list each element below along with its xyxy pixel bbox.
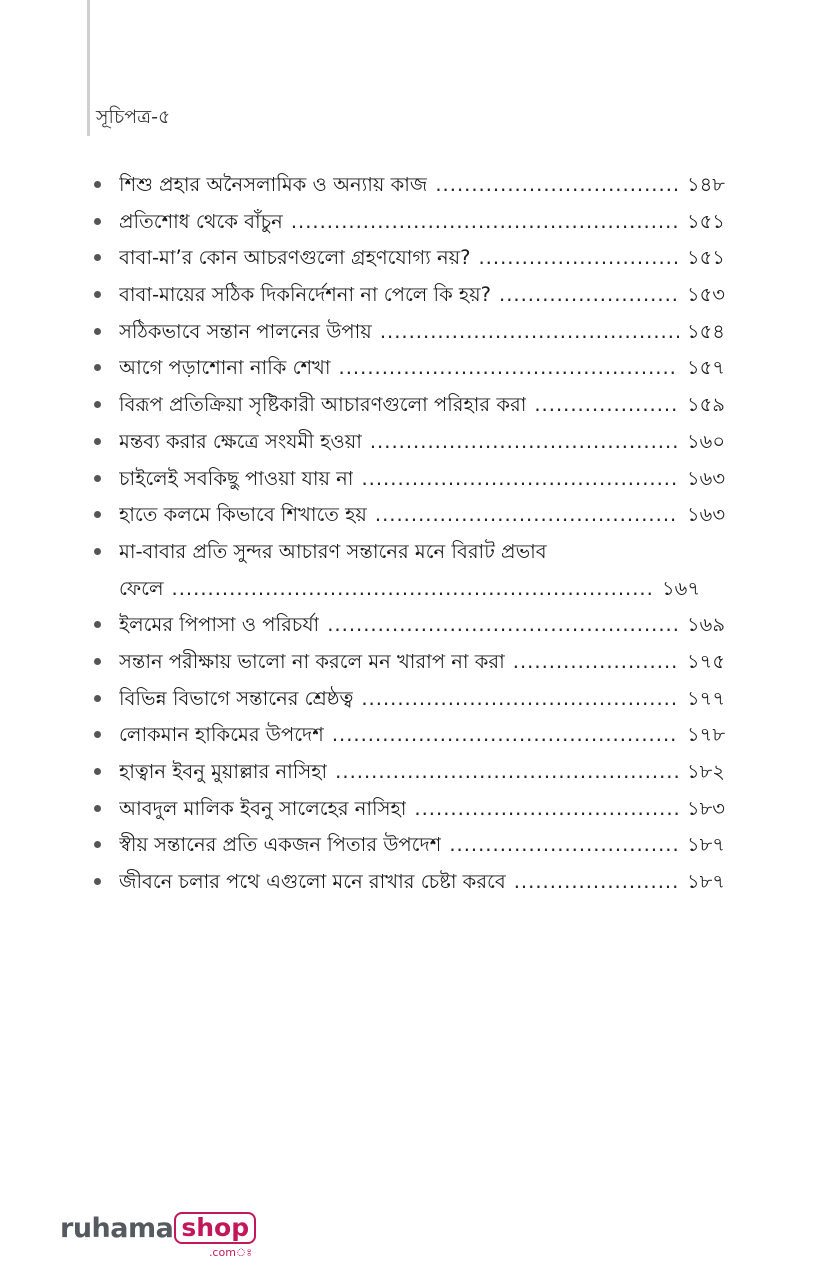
- bullet-icon: [94, 475, 101, 482]
- toc-entry[interactable]: [94, 350, 725, 387]
- toc-entry-page: ১৭৭: [687, 686, 726, 710]
- bullet-icon: [94, 695, 101, 702]
- toc-entry-title: চাইলেই সবকিছু পাওয়া যায় না: [119, 466, 354, 490]
- dot-leader: [291, 204, 679, 241]
- margin-rule: [87, 0, 90, 136]
- toc-entry[interactable]: [94, 791, 725, 828]
- dot-leader: [370, 424, 679, 461]
- toc-entry-page: ১৫৪: [687, 319, 725, 343]
- toc-entry-title-continued: ফেলে: [119, 576, 164, 600]
- bullet-icon: [94, 438, 101, 445]
- bullet-icon: [94, 768, 101, 775]
- toc-entry-page: ১৫১: [687, 209, 725, 233]
- toc-entry-title: প্রতিশোধ থেকে বাঁচুন: [119, 209, 283, 233]
- logo-com-text: .comঃ: [208, 1246, 253, 1259]
- dot-leader: [380, 314, 679, 351]
- dot-leader: [513, 644, 679, 681]
- dot-leader: [361, 681, 679, 718]
- toc-entry[interactable]: [94, 167, 725, 204]
- bullet-icon: [94, 181, 101, 188]
- toc-entry-title: মা-বাবার প্রতি সুন্দর আচারণ সন্তানের মনে বিরাট প্রভাব: [119, 539, 547, 563]
- dot-leader: [172, 571, 654, 608]
- toc-entry[interactable]: [94, 534, 714, 607]
- toc-entry-title: আগে পড়াশোনা নাকি শেখা: [119, 356, 331, 380]
- toc-entry-page: ১৭৫: [687, 649, 725, 673]
- dot-leader: [534, 387, 679, 424]
- toc-entry[interactable]: [94, 240, 725, 277]
- toc-entry-page: ১৬৩: [687, 466, 726, 490]
- toc-entry-page: ১৫৩: [687, 283, 725, 307]
- toc-entry-page: ১৮৭: [687, 870, 725, 894]
- toc-entry[interactable]: [94, 277, 725, 314]
- toc-entry-title: আবদুল মালিক ইবনু সালেহের নাসিহা: [119, 796, 407, 820]
- toc-entry[interactable]: [94, 717, 725, 754]
- bullet-icon: [94, 218, 101, 225]
- dot-leader: [499, 277, 679, 314]
- toc-entry-page: ১৭৮: [687, 723, 725, 747]
- dot-leader: [335, 754, 679, 791]
- toc-entry-title: হাতে কলমে কিভাবে শিখাতে হয়: [119, 503, 367, 527]
- toc-entry-page: ১৬৩: [687, 503, 726, 527]
- toc-entry[interactable]: [94, 387, 725, 424]
- bullet-icon: [94, 805, 101, 812]
- bullet-icon: [94, 658, 101, 665]
- dot-leader: [327, 607, 679, 644]
- dot-leader: [435, 167, 679, 204]
- toc-entry-title: স্বীয় সন্তানের প্রতি একজন পিতার উপদেশ: [119, 833, 442, 857]
- dot-leader: [449, 827, 679, 864]
- bullet-icon: [94, 291, 101, 298]
- toc-entry[interactable]: [94, 644, 725, 681]
- toc-entry-page: ১৬৯: [687, 613, 725, 637]
- dot-leader: [414, 791, 679, 828]
- toc-entry-page: ১৬০: [687, 429, 726, 453]
- toc-entry-title: মন্তব্য করার ক্ষেত্রে সংযমী হওয়া: [119, 429, 362, 453]
- toc-entry-page: ১৫১: [687, 246, 725, 270]
- toc-entry-page: ১৮৭: [687, 833, 725, 857]
- toc-entry-page: ১৪৮: [687, 173, 725, 196]
- toc-entry-title: হাত্বান ইবনু মুয়াল্লার নাসিহা: [119, 760, 328, 784]
- dot-leader: [361, 461, 679, 498]
- toc-entry[interactable]: [94, 424, 726, 461]
- dot-leader: [339, 350, 679, 387]
- toc-entry-page: ১৮২: [687, 760, 725, 784]
- toc-entry[interactable]: [94, 754, 725, 791]
- toc-entry-title: জীবনে চলার পথে এগুলো মনে রাখার চেষ্টা করবে: [119, 870, 506, 894]
- toc-entry[interactable]: [94, 204, 725, 241]
- toc-entry-page: ১৫৭: [687, 356, 725, 380]
- dot-leader: [478, 240, 679, 277]
- toc-entry-title: বাবা-মা’র কোন আচরণগুলো গ্রহণযোগ্য নয়?: [119, 246, 471, 270]
- toc-entry-title: লোকমান হাকিমের উপদেশ: [119, 723, 324, 747]
- dot-leader: [514, 864, 679, 901]
- toc-entry-page: ১৬৭: [662, 576, 701, 600]
- toc-entry-title: বিভিন্ন বিভাগে সন্তানের শ্রেষ্ঠত্ব: [119, 686, 354, 710]
- bullet-icon: [94, 328, 101, 335]
- logo-ruhama-text: ruhama: [60, 1213, 174, 1244]
- toc-entry[interactable]: [94, 607, 725, 644]
- toc-entry-title: সন্তান পরীক্ষায় ভালো না করলে মন খারাপ না করা: [119, 649, 505, 673]
- toc-entry-title: ইলমের পিপাসা ও পরিচর্যা: [119, 613, 320, 637]
- logo-shop-badge: [174, 1212, 256, 1259]
- toc-entry[interactable]: [94, 314, 725, 351]
- toc-entry[interactable]: [94, 497, 726, 534]
- toc-entry[interactable]: [94, 864, 725, 901]
- toc-entry-page: ১৫৯: [687, 393, 725, 417]
- toc-entry[interactable]: [94, 827, 725, 864]
- toc-entry-title: শিশু প্রহার অনৈসলামিক ও অন্যায় কাজ: [119, 173, 428, 196]
- toc-entry-title: বাবা-মায়ের সঠিক দিকনির্দেশনা না পেলে কি হয়?: [119, 283, 492, 307]
- toc-entry[interactable]: [94, 681, 726, 718]
- toc-entry[interactable]: [94, 461, 726, 498]
- table-of-contents: [94, 167, 726, 901]
- running-header: সূচিপত্র-৫: [96, 106, 171, 128]
- toc-entry-page: ১৮৩: [687, 796, 725, 820]
- ruhamashop-logo: [60, 1212, 256, 1259]
- toc-entry-title: সঠিকভাবে সন্তান পালনের উপায়: [119, 319, 372, 343]
- dot-leader: [332, 717, 679, 754]
- dot-leader: [375, 497, 679, 534]
- toc-entry-title: বিরূপ প্রতিক্রিয়া সৃষ্টিকারী আচারণগুলো পরিহার করা: [119, 393, 527, 417]
- logo-shop-text: shop: [174, 1212, 256, 1244]
- bullet-icon: [94, 548, 101, 555]
